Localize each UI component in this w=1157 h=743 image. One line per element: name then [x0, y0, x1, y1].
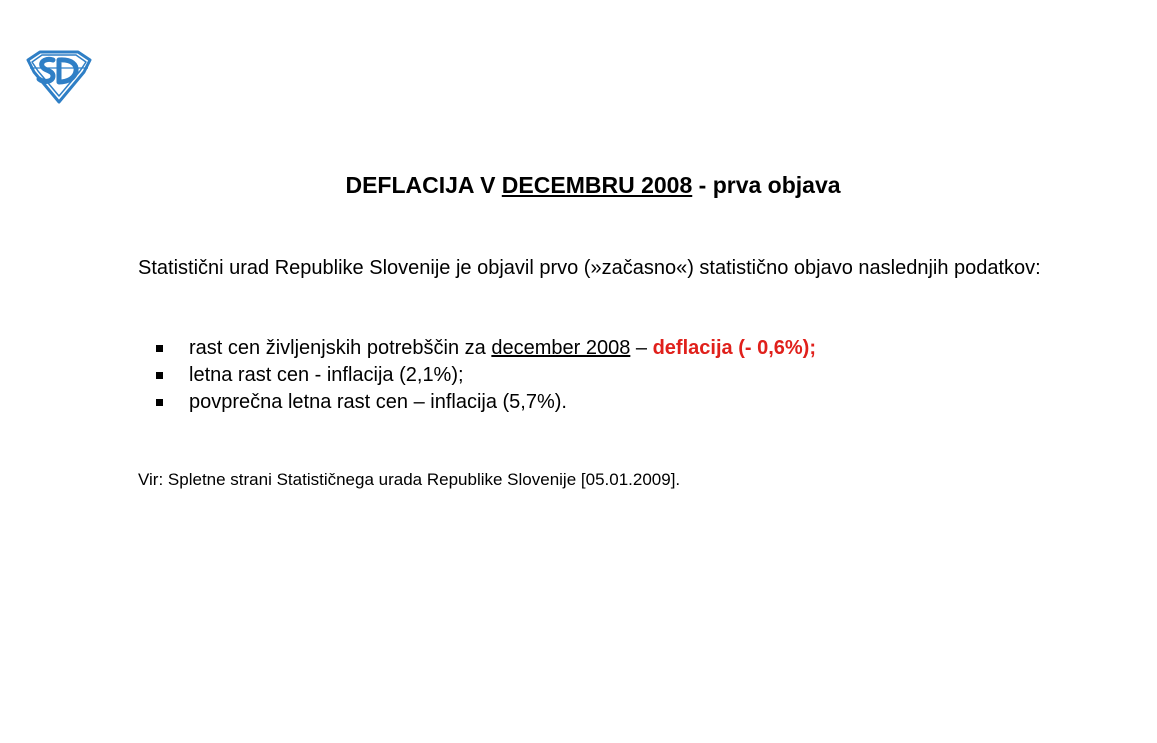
bullet-text-dash: –	[630, 337, 653, 359]
list-item	[152, 335, 816, 362]
bullet-text: povprečna letna rast cen – inflacija (5,7%).	[189, 391, 567, 413]
source-citation: Vir: Spletne strani Statističnega urada Republike Slovenije [05.01.2009].	[138, 470, 681, 489]
list-item	[152, 362, 816, 389]
title-suffix: - prva objava	[692, 172, 841, 198]
bullet-underlined-month: december 2008	[491, 337, 631, 359]
page-title	[0, 170, 1157, 200]
data-bullet-list	[152, 335, 816, 416]
title-prefix: DEFLACIJA V	[345, 172, 502, 198]
bullet-square-icon	[156, 399, 163, 406]
list-item	[152, 389, 816, 416]
bullet-square-icon	[156, 345, 163, 352]
bullet-square-icon	[156, 372, 163, 379]
sd-shield-logo	[22, 50, 96, 104]
bullet-text-before: rast cen življenjskih potrebščin za	[189, 337, 492, 359]
title-underlined-date: DECEMBRU 2008	[501, 172, 693, 198]
bullet-text: letna rast cen - inflacija (2,1%);	[189, 364, 464, 386]
intro-paragraph: Statistični urad Republike Slovenije je objavil prvo (»začasno«) statistično objavo naslednjih podatkov:	[138, 257, 1041, 279]
deflation-highlight: deflacija (- 0,6%);	[652, 337, 816, 359]
